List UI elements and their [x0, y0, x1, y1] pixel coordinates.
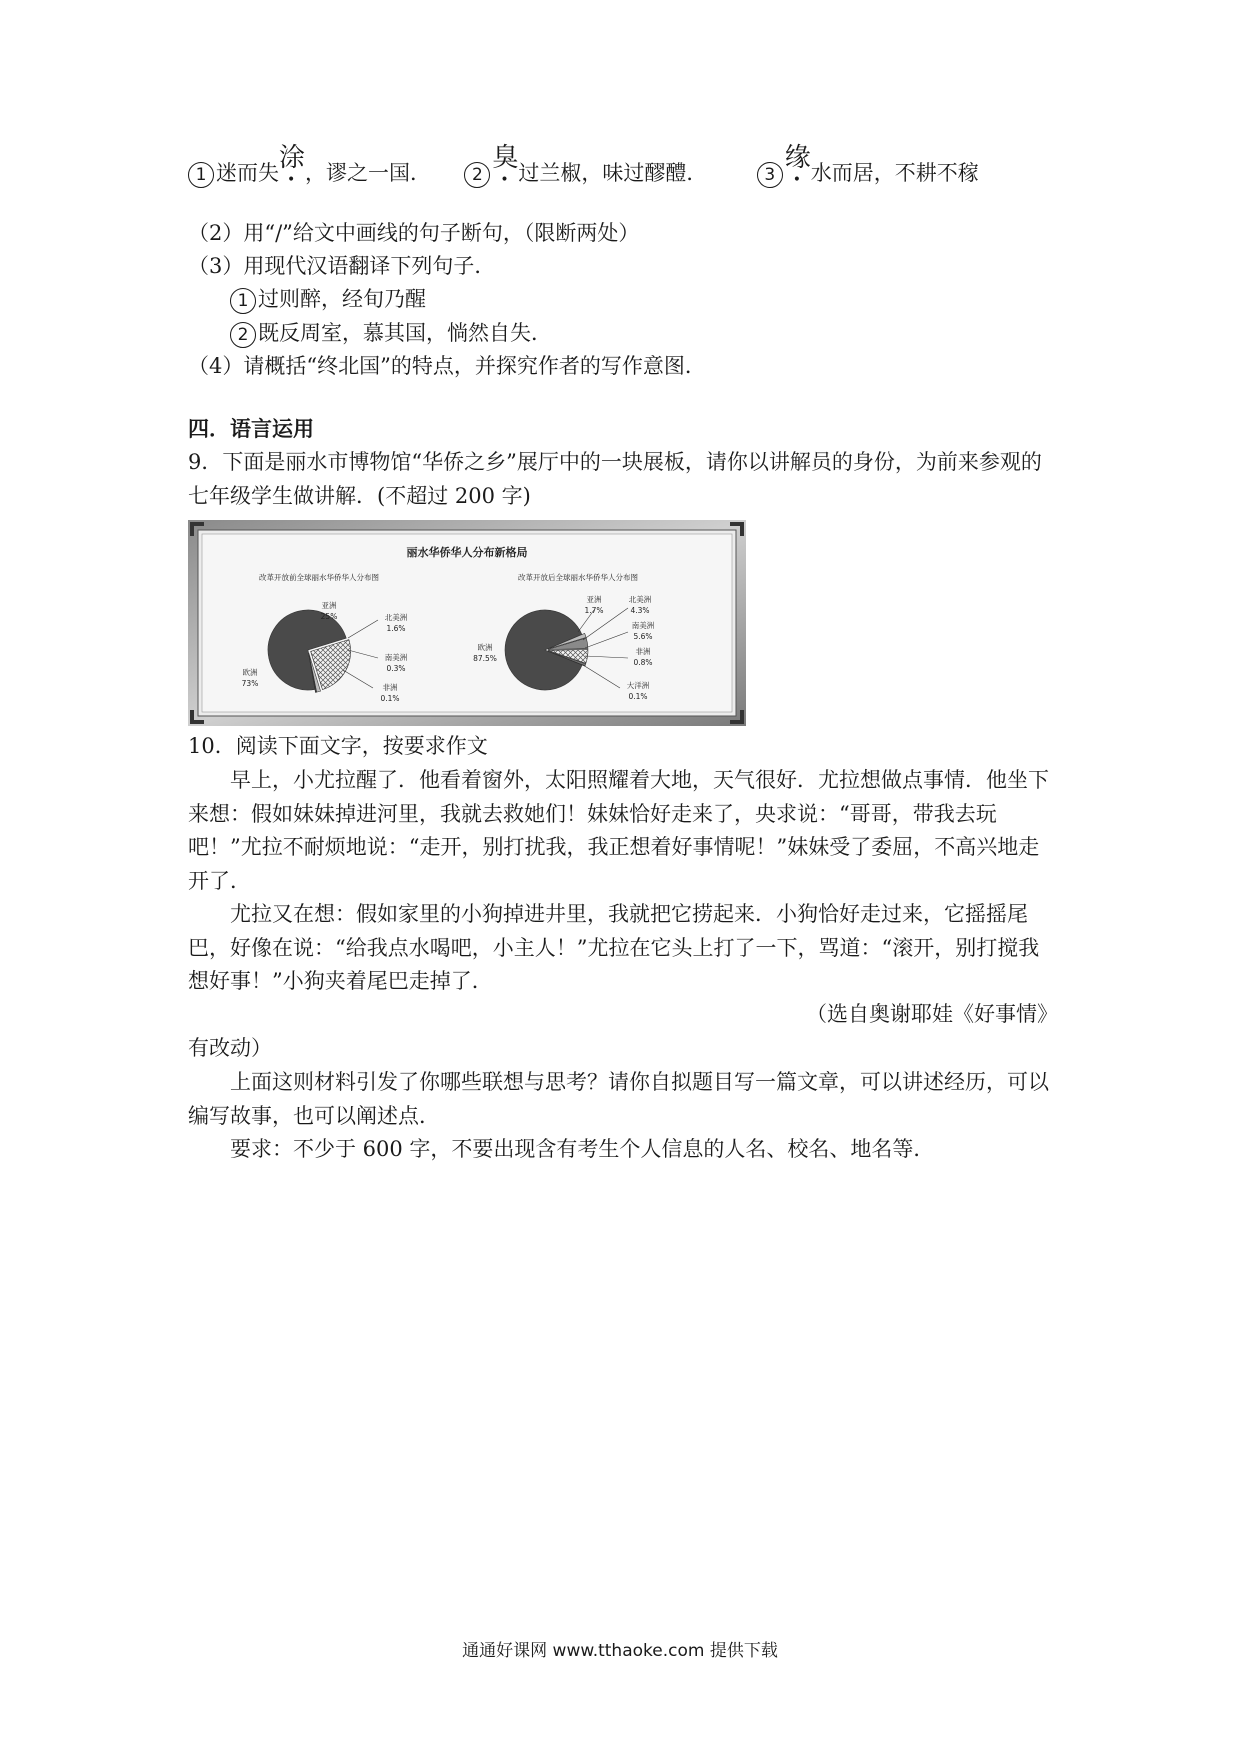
q8-item1-before: 迷而失 — [216, 161, 279, 185]
pie-label-1-2: 北美洲 — [628, 595, 652, 604]
q8-part2: （2）用“/”给文中画线的句子断句，（限断两处） — [188, 221, 640, 245]
pie-label-1-3: 南美洲 — [631, 621, 655, 630]
pie-value-1-3: 5.6% — [633, 632, 653, 641]
dotted-character: 缘 — [784, 143, 811, 173]
dotted-character: 臭 — [492, 143, 519, 173]
q10-paragraph-3: 上面这则材料引发了你哪些联想与思考？请你自拟题目写一篇文章，可以讲述经历，可以编写故事，也可以阐述点． — [188, 1070, 1049, 1128]
q8-part3-item2 — [230, 318, 552, 348]
pie-value-0-0: 73% — [241, 679, 259, 688]
board-svg — [188, 520, 746, 726]
circled-number: 2 — [464, 162, 490, 188]
pie-value-1-1: 1.7% — [584, 606, 604, 615]
dotted-character: 涂 — [279, 143, 306, 173]
q10-paragraph-2: 尤拉又在想：假如家里的小狗掉进井里，我就把它捞起来．小狗恰好走过来，它摇摇尾巴，好像在说：“给我点水喝吧，小主人！”尤拉在它头上打了一下，骂道：“滚开，别打搅我想好事！”小狗夹着尾巴走掉了． — [188, 902, 1040, 993]
chart2-title: 改革开放后全球丽水华侨华人分布图 — [518, 573, 638, 582]
q8-item2-after: 过兰椒，味过醪醴． — [518, 161, 708, 185]
q10-source: （选自奥谢耶娃《好事情》 — [806, 1002, 1058, 1026]
circled-number: 1 — [188, 162, 214, 188]
pie-value-1-0: 87.5% — [473, 654, 497, 663]
pie-value-0-3: 0.3% — [386, 664, 406, 673]
q8-part3-item1-text: 过则醉，经旬乃醒 — [258, 287, 426, 311]
pie-label-0-3: 南美洲 — [384, 653, 408, 662]
q8-part3-item1 — [230, 284, 426, 314]
section-heading: 四．语言运用 — [188, 417, 314, 441]
q10-paragraph-1: 早上，小尤拉醒了．他看着窗外，太阳照耀着大地，天气很好．尤拉想做点事情．他坐下来想：假如妹妹掉进河里，我就去救她们！妹妹恰好走来了，央求说：“哥哥，带我去玩吧！”尤拉不耐烦地说：“走开，别打扰我，我正想着好事情呢！”妹妹受了委屈，不高兴地走开了． — [188, 768, 1049, 893]
chart1-title: 改革开放前全球丽水华侨华人分布图 — [259, 573, 379, 582]
circled-number: 2 — [230, 322, 256, 348]
exhibition-board — [188, 520, 746, 726]
pie-value-1-2: 4.3% — [630, 606, 650, 615]
pie-label-1-4: 非洲 — [635, 647, 651, 656]
pie-label-1-5: 大洋洲 — [626, 681, 650, 690]
q8-item3-after: 水而居，不耕不稼 — [810, 161, 979, 185]
board-title: 丽水华侨华人分布新格局 — [406, 546, 528, 559]
q8-item1-after: ，谬之一国． — [305, 161, 432, 185]
pie-value-0-4: 0.1% — [380, 694, 400, 703]
q10-source-cont: 有改动） — [188, 1036, 272, 1060]
pie-label-0-0: 欧洲 — [242, 668, 258, 677]
circled-number: 3 — [757, 162, 783, 188]
pie-value-0-2: 1.6% — [386, 624, 406, 633]
pie-label-1-1: 亚洲 — [586, 595, 602, 604]
pie-value-1-5: 0.1% — [628, 692, 648, 701]
pie-label-0-2: 北美洲 — [384, 613, 408, 622]
q10-requirements: 要求：不少于 600 字，不要出现含有考生个人信息的人名、校名、地名等． — [230, 1137, 935, 1161]
q8-part3-item2-text: 既反周室，慕其国，惝然自失． — [258, 321, 552, 345]
q8-part4: （4）请概括“终北国”的特点，并探究作者的写作意图． — [188, 354, 706, 378]
page-footer: 通通好课网 www.tthaoke.com 提供下载 — [462, 1641, 778, 1661]
q9-text: 9．下面是丽水市博物馆“华侨之乡”展厅中的一块展板，请你以讲解员的身份，为前来参观的七年级学生做讲解．(不超过 200 字) — [188, 450, 1042, 508]
q10-title: 10．阅读下面文字，按要求作文 — [188, 734, 488, 758]
pie-label-0-1: 亚洲 — [321, 601, 337, 610]
q8-part3: （3）用现代汉语翻译下列句子． — [188, 254, 496, 278]
pie-label-1-0: 欧洲 — [477, 643, 493, 652]
pie-value-0-1: 25% — [320, 612, 338, 621]
pie-value-1-4: 0.8% — [633, 658, 653, 667]
q8-word-items — [188, 143, 979, 188]
pie-label-0-4: 非洲 — [382, 683, 398, 692]
circled-number: 1 — [230, 288, 256, 314]
